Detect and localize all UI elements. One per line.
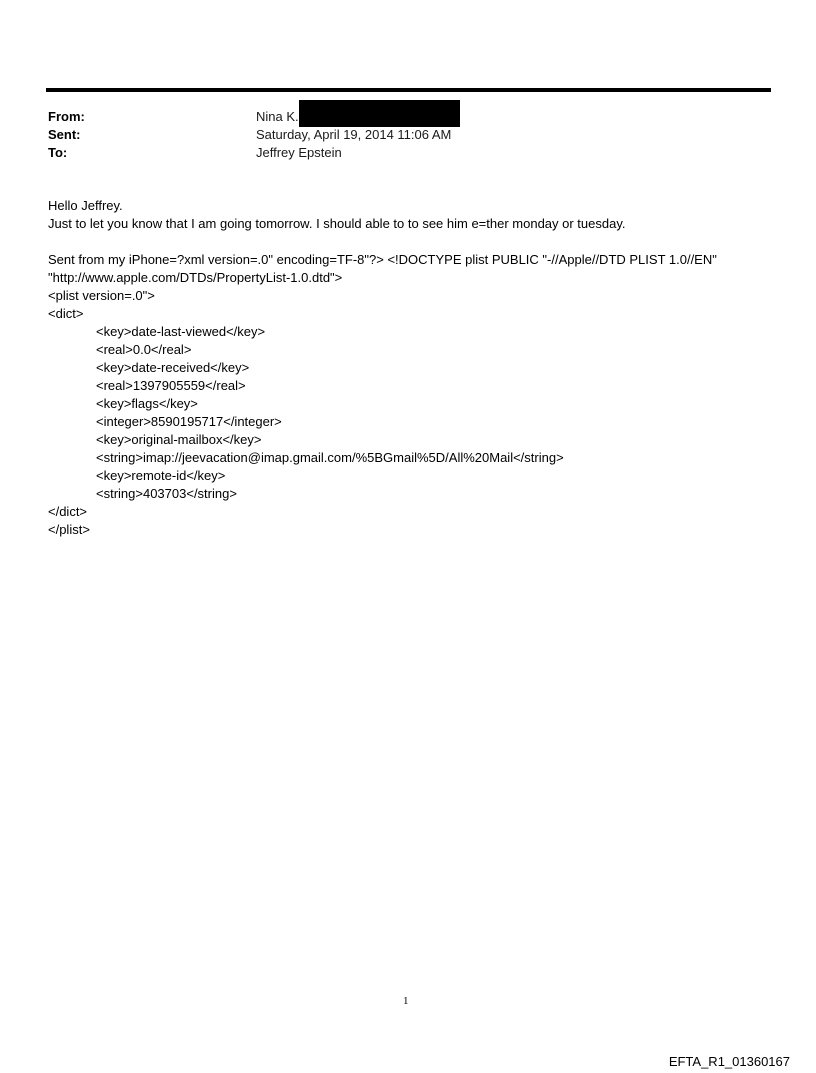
page-number: 1 xyxy=(403,995,409,1007)
sent-value: Saturday, April 19, 2014 11:06 AM xyxy=(256,127,452,142)
signature-line-1: Sent from my iPhone=?xml version=.0" encoding=TF-8"?> <!DOCTYPE plist PUBLIC "-//Apple//DTD PLIST 1.0//EN" xyxy=(48,252,717,267)
dict-line: <key>flags</key> xyxy=(96,396,198,411)
dict-line: <integer>8590195717</integer> xyxy=(96,414,282,429)
header-rule xyxy=(46,88,771,92)
to-label: To: xyxy=(48,145,68,160)
dict-close: </dict> xyxy=(48,504,88,519)
dict-open: <dict> xyxy=(48,306,84,321)
plist-open: <plist version=.0"> xyxy=(48,288,155,303)
dict-line: <key>original-mailbox</key> xyxy=(96,432,262,447)
dict-line: <string>imap://jeevacation@imap.gmail.com/%5BGmail%5D/All%20Mail</string> xyxy=(96,450,564,465)
redaction-block xyxy=(299,100,460,127)
dict-line: <key>date-last-viewed</key> xyxy=(96,324,266,339)
dict-line: <real>1397905559</real> xyxy=(96,378,246,393)
from-value xyxy=(256,108,460,127)
sent-label: Sent: xyxy=(48,127,81,142)
sender-name: Nina K. xyxy=(256,109,299,124)
dict-line: <key>remote-id</key> xyxy=(96,468,226,483)
dict-line: <real>0.0</real> xyxy=(96,342,192,357)
signature-line-2: "http://www.apple.com/DTDs/PropertyList-1.0.dtd"> xyxy=(48,270,343,285)
dict-line: <key>date-received</key> xyxy=(96,360,250,375)
plist-close: </plist> xyxy=(48,522,90,537)
document-id: EFTA_R1_01360167 xyxy=(668,1054,790,1069)
from-label: From: xyxy=(48,109,85,124)
message-text: Just to let you know that I am going tomorrow. I should able to to see him e=ther monday or tuesday. xyxy=(48,216,626,231)
greeting: Hello Jeffrey. xyxy=(48,198,123,213)
to-value: Jeffrey Epstein xyxy=(256,145,342,160)
dict-line: <string>403703</string> xyxy=(96,486,237,501)
